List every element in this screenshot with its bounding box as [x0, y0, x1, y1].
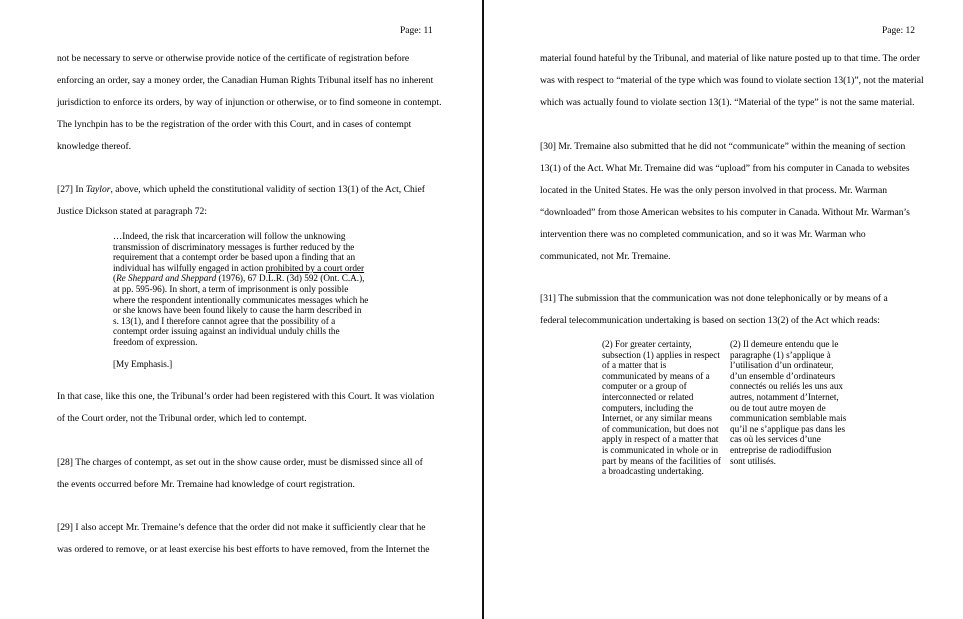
text-line: material found hateful by the Tribunal, and material of like nature posted up to that time. The order — [540, 53, 921, 64]
text-line: [29] I also accept Mr. Tremaine’s defence that the order did not make it sufficiently clear that he — [57, 522, 426, 533]
block-quote: …Indeed, the risk that incarceration will follow the unknowing transmission of discriminatory messages is further reduced by the requirement that a contempt order be based upon a finding that an individual has wilfully engaged in action prohibited by a court order (Re Sheppard and Sheppard (1976), 67 D.L.R. (3d) 592 (Ont. C.A.), at pp. 595-96). In short, a term of imprisonment is only possible where the respondent intentionally communicates messages which he or she knows have been found likely to cause the harm described in s. 13(1), and I therefore cannot agree that the possibility of a contempt order issuing against an individual unduly chills the freedom of expression. [My Emphasis.] — [113, 231, 369, 369]
text-line: [30] Mr. Tremaine also submitted that he did not “communicate” within the meaning of section — [540, 141, 906, 152]
document-page-right — [484, 0, 963, 619]
text-line: the events occurred before Mr. Tremaine had knowledge of court registration. — [57, 479, 355, 490]
text-line: enforcing an order, say a money order, the Canadian Human Rights Tribunal itself has no inherent — [57, 75, 434, 86]
statute-english: (2) For greater certainty, subsection (1) applies in respect of a matter that is communicated by means of a computer or a group of interconnected or related computers, including the Internet, or any similar means of communication, but does not apply in respect of a matter that is communicated in whole or in part by means of the facilities of a broadcasting undertaking. — [602, 339, 721, 477]
text-line: 13(1) of the Act. What Mr. Tremaine did was “upload” from his computer in Canada to websites — [540, 163, 910, 174]
text-line: The lynchpin has to be the registration of the order with this Court, and in cases of contempt — [57, 119, 412, 130]
text-line: [31] The submission that the communication was not done telephonically or by means of a — [540, 293, 888, 304]
text-line: In that case, like this one, the Tribunal’s order had been registered with this Court. It was violation — [57, 391, 435, 402]
text-line: “downloaded” from those American websites to his computer in Canada. Without Mr. Warman’s — [540, 207, 910, 218]
text-line: was with respect to “material of the type which was found to violate section 13(1)”, not the material — [540, 75, 924, 86]
text-line: federal telecommunication undertaking is based on section 13(2) of the Act which reads: — [540, 315, 880, 326]
paragraph-27-line: [27] In Taylor, above, which upheld the constitutional validity of section 13(1) of the Act, Chief — [57, 184, 425, 195]
text-line: knowledge thereof. — [57, 141, 132, 152]
text-line: Justice Dickson stated at paragraph 72: — [57, 206, 207, 217]
text-line: not be necessary to serve or otherwise provide notice of the certificate of registration before — [57, 53, 410, 64]
text-line: communicated, not Mr. Tremaine. — [540, 251, 671, 262]
text-line: located in the United States. He was the only person involved in that process. Mr. Warman — [540, 185, 888, 196]
page-number: Page: 12 — [882, 26, 915, 36]
text-line: intervention there was no completed communication, and so it was Mr. Warman who — [540, 229, 866, 240]
page-number: Page: 11 — [400, 26, 433, 36]
text-line: jurisdiction to enforce its orders, by way of injunction or otherwise, or to find someone in contempt. — [57, 97, 442, 108]
text-line: [28] The charges of contempt, as set out in the show cause order, must be dismissed since all of — [57, 457, 423, 468]
text-line: which was actually found to violate section 13(1). “Material of the type” is not the same material. — [540, 97, 915, 108]
emphasis-note: [My Emphasis.] — [113, 358, 173, 369]
statute-french: (2) Il demeure entendu que le paragraphe (1) s’applique à l’utilisation d’un ordinateur, d’un ensemble d’ordinateurs connectés ou reliés les uns aux autres, notamment d’Internet, ou de tout autre moyen de communication semblable mais qu’il ne s’applique pas dans les cas où les services d’une entreprise de radiodiffusion sont utilisés. — [730, 339, 847, 466]
text-line: was ordered to remove, or at least exercise his best efforts to have removed, from the Internet the — [57, 544, 430, 555]
text-line: of the Court order, not the Tribunal order, which led to contempt. — [57, 413, 307, 424]
